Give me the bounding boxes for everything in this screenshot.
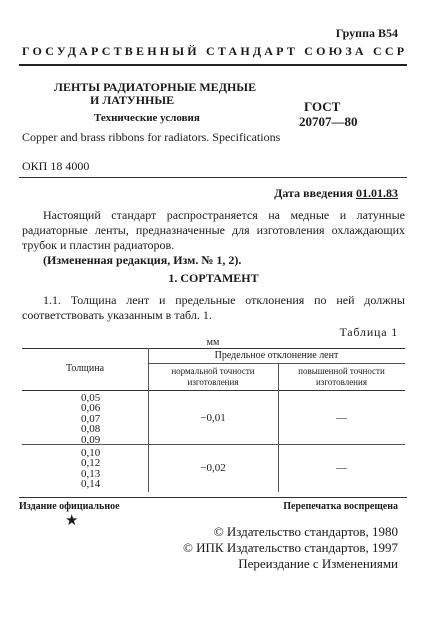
table-cell-thickness: 0,07 bbox=[81, 412, 101, 425]
star-icon: ★ bbox=[65, 513, 79, 529]
table-cell-thickness: 0,08 bbox=[81, 423, 101, 436]
official-edition: Издание официальное bbox=[19, 501, 120, 512]
header-rule bbox=[19, 64, 407, 66]
table-subheader-rule bbox=[148, 363, 405, 364]
gost-label: ГОСТ bbox=[304, 99, 341, 114]
table-header-thickness: Толщина bbox=[65, 363, 105, 374]
title-line-1: ЛЕНТЫ РАДИАТОРНЫЕ МЕДНЫЕ bbox=[54, 80, 257, 94]
title-line-2: И ЛАТУННЫЕ bbox=[90, 93, 175, 107]
state-standard-heading: ГОСУДАРСТВЕННЫЙ СТАНДАРТ СОЮЗА ССР bbox=[22, 44, 408, 58]
clause-1-1: 1.1. Толщина лент и предельные отклонения по ней должны соответствовать указанным в табл. 1. bbox=[22, 293, 405, 322]
reprint-prohibited: Перепечатка воспрещена bbox=[283, 501, 398, 512]
date-introduction bbox=[274, 186, 398, 201]
table-unit: мм bbox=[206, 337, 220, 348]
table-header-high: повышенной точности изготовления bbox=[298, 366, 385, 387]
table-row-group-2-thickness bbox=[81, 448, 100, 490]
copyright-1997: © ИПК Издательство стандартов, 1997 bbox=[183, 540, 398, 555]
table-cell-thickness: 0,14 bbox=[81, 478, 101, 491]
section-title: 1. СОРТАМЕНТ bbox=[168, 271, 259, 285]
title-english: Copper and brass ribbons for radiators. Specifications bbox=[22, 130, 281, 144]
table-top-rule bbox=[22, 348, 405, 349]
table-cell-thickness: 0,10 bbox=[81, 447, 101, 459]
table-group-rule bbox=[22, 444, 405, 445]
group-label: Группа В54 bbox=[335, 26, 398, 40]
revision-note: (Измененная редакция, Изм. № 1, 2). bbox=[43, 253, 242, 267]
title-subtitle: Технические условия bbox=[94, 112, 200, 124]
table-cell-high-group-1: — bbox=[336, 412, 347, 424]
gost-number: 20707—80 bbox=[299, 114, 358, 129]
date-introduction-label: Дата введения bbox=[274, 186, 353, 200]
table-row-group-1-thickness bbox=[81, 393, 100, 445]
copyright-1980: © Издательство стандартов, 1980 bbox=[213, 524, 398, 539]
table-cell-thickness: 0,12 bbox=[81, 457, 101, 470]
table-header-normal: нормальной точности изготовления bbox=[171, 366, 255, 387]
footer-rule bbox=[19, 497, 407, 498]
table-cell-thickness: 0,13 bbox=[81, 467, 101, 480]
table-cell-high-group-2: — bbox=[336, 462, 347, 474]
intro-paragraph: Настоящий стандарт распространяется на медные и латунные радиаторные ленты, предназначенные для изготовления охлаждающих трубок и пластин радиаторов. bbox=[22, 208, 405, 252]
okp-code: ОКП 18 4000 bbox=[22, 159, 90, 173]
table-caption: Таблица 1 bbox=[339, 325, 398, 339]
okp-rule bbox=[19, 177, 407, 178]
table-cell-thickness: 0,05 bbox=[81, 392, 101, 404]
table-cell-thickness: 0,09 bbox=[81, 433, 101, 446]
table-cell-normal-group-1: −0,01 bbox=[200, 412, 226, 424]
table-header-deviation: Предельное отклонение лент bbox=[214, 350, 339, 361]
table-cell-normal-group-2: −0,02 bbox=[200, 462, 226, 474]
table-cell-thickness: 0,06 bbox=[81, 402, 101, 415]
date-introduction-value: 01.01.83 bbox=[356, 186, 398, 200]
table-header-rule bbox=[22, 390, 405, 391]
reissue-note: Переиздание с Изменениями bbox=[238, 556, 398, 571]
